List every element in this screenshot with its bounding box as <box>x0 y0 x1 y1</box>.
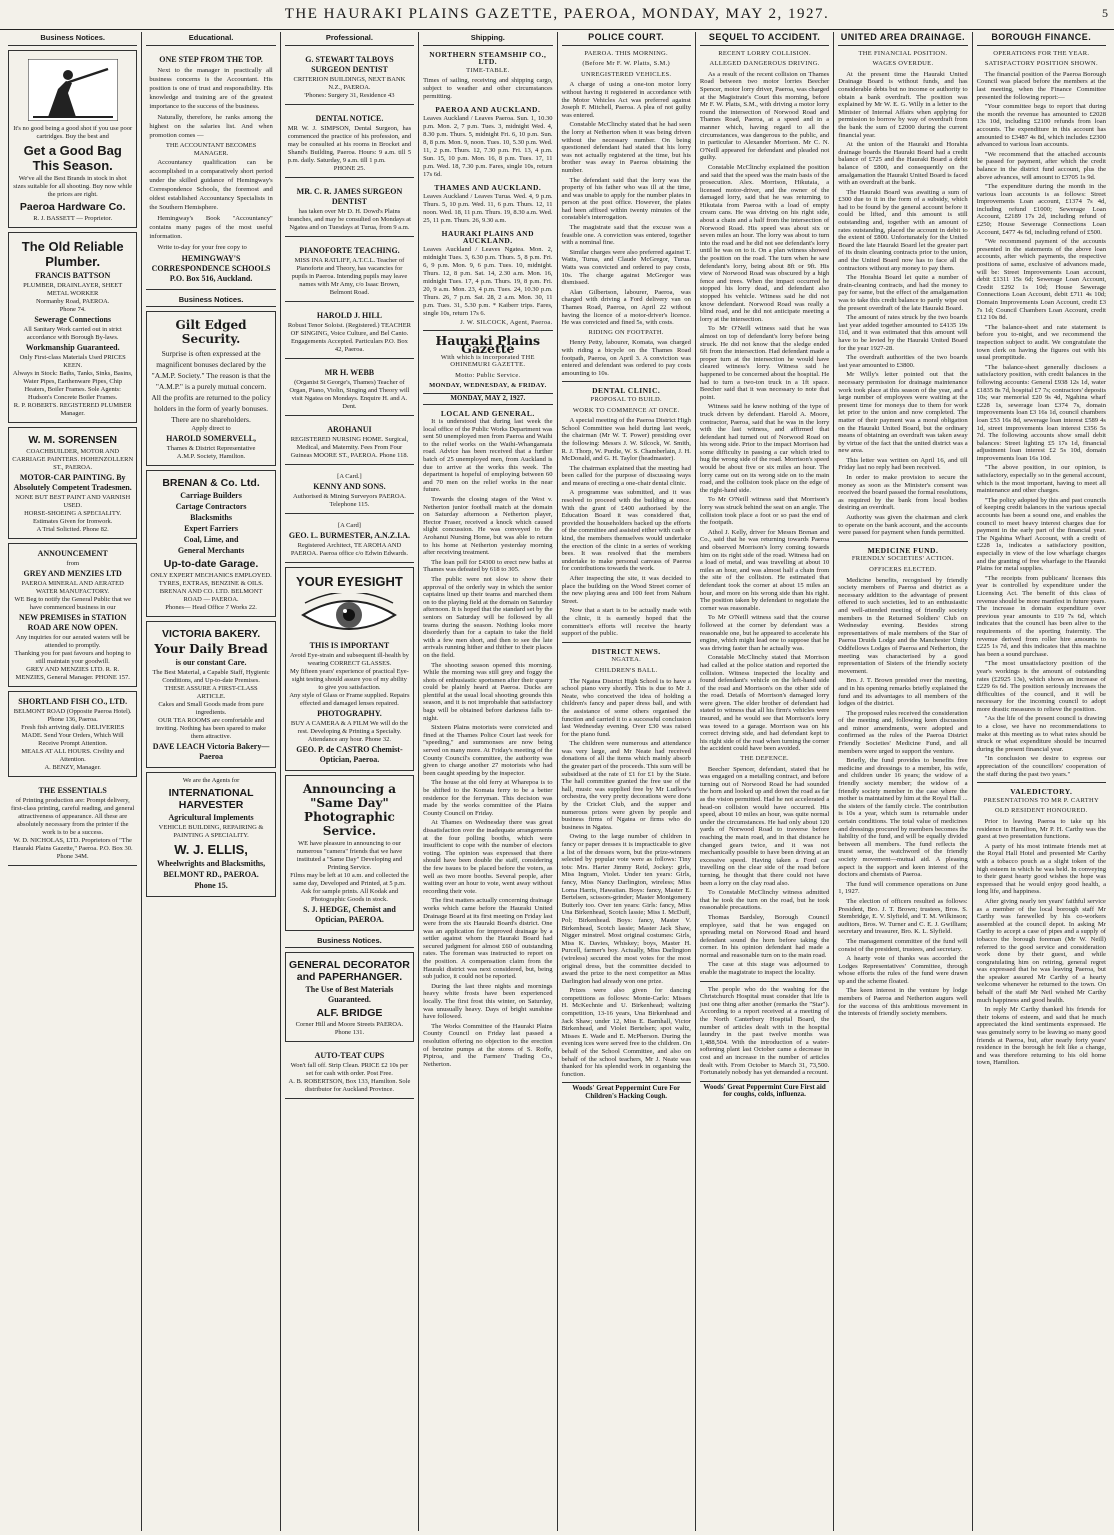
brenan-l5: Coal, Lime, and <box>183 535 239 545</box>
drainage-p8: This letter was written on April 16, and till Friday last no reply had been received. <box>838 456 968 472</box>
valedictory-p2: A party of his most intimate friends met at the Royal Hall Hotel and presented Mr Carthy with a tobacco pouch as a slight token of the high esteem in which he was held. In conveying to their guest hearty good wishes the hope was expressed that he would enjoy good health, a long life, and happiness. <box>976 842 1106 896</box>
brenan-tyres: TYRES, EXTRAS, BENZINE & OILS. <box>158 580 264 588</box>
court-p2: Constable McClinchy stated that he had seen the lorry at Netherton when it was being driven without the necessary number. On being questioned defendant had stated that his lorry was not actually registered at the time, but his brother was away in Paeroa obtaining the number. <box>561 121 691 174</box>
court-unreg: UNREGISTERED VEHICLES. <box>581 70 672 78</box>
drainage-p6: The overdraft authorities of the two boards last year amounted to £3800. <box>838 354 968 369</box>
accident-p10: To Constable McClinchy witness admitted that he took the turn on the road, but he took reasonable precautions. <box>699 889 830 912</box>
step-title: ONE STEP FROM THE TOP. <box>159 54 263 64</box>
valedictory-p1: Prior to leaving Paeroa to take up his residence in Hamilton, Mr P. H. Carthy was the guest at two presentation functions. <box>976 818 1106 841</box>
menzies-notice: WE Beg to notify the General Public that we have commenced business in our <box>14 595 131 611</box>
step-sub: THE ACCOUNTANT BECOMES MANAGER. <box>165 141 257 157</box>
district-p1: The Ngatea District High School is to have a school piano very shortly. This is due to Mr J. Neate, who conceived the idea of holding a children's fancy and paper dress ball, and with the assistance of some others organised the function and carried it to a successful conclusion last Wednesday evening. Over £30 was raised for the piano fund. <box>561 677 691 738</box>
step-p4: Hemingway's Book "Accountancy" contains many pages of the most useful information. <box>149 214 273 240</box>
column-1 <box>4 32 142 1531</box>
court-p5: Similar charges were also preferred against T. Watts, Turua, and Claude McGregor, Turua. Watts was convicted and ordered to pay costs, 10s. The charge against McGregor was dismissed. <box>561 248 691 287</box>
col7-head: UNITED AREA DRAINAGE. <box>838 32 967 46</box>
cups-head: AUTO-TEAT CUPS <box>314 1051 385 1061</box>
finance-p2: "Your committee begs to report that during the month the revenue has amounted to £2028 13s 10d, including £2100 refunds from loan accounts. The expenditure in this account has amounted to £3487 4s 8d, which includes £2300 advanced to various loan accounts. <box>976 103 1106 149</box>
drainage-sub: THE FINANCIAL POSITION. <box>858 49 948 57</box>
bridge-addr: Corner Hill and Moore Streets PAEROA. Phone 131. <box>295 1021 404 1037</box>
finance-p6: "The balance-sheet and rate statement is before you to-night, and we recommend the inspection subject to audit. We congratulate the town clerk on having the figures out with his usual promptitude. <box>976 323 1106 362</box>
step-p2: Naturally, therefore, he ranks among the highest on the salaries list. And when promotion comes — <box>149 113 273 139</box>
col1-head: Business Notices. <box>8 32 137 46</box>
page-number: 5 <box>1102 6 1108 20</box>
burmester-ad <box>285 518 414 563</box>
dental-body: MR W. J. SIMPSON, Dental Surgeon, has commenced the practice of his profession, and may be consulted at his rooms in Brocket and Shand's Building, Paeroa. Hours: 9 a.m. till 5 p.m. daily. Saturday, 9 a.m. till 1 p.m. <box>287 124 412 164</box>
clinic-p5: Now that a start is to be actually made with the clinic, it is earnestly hoped that the committee's efforts will receive the hearty support of the public. <box>561 607 691 638</box>
sorensen-trade: COACHBUILDER, MOTOR AND CARRIAGE PAINTERS. HOHENZOLLERN ST., PAEROA. <box>12 447 134 471</box>
accident-p9: Beecher Spencer, defendant, stated that he was engaged on a metalling contract, and before turning out of Norwood Road he had sounded the horn and looked up and down the road as far as the vision permitted. Had he not accelerated a head-on collision would have occurred. His speed, about 10 miles an hour, was quite normal under the circumstances. He had only about 120 yards of Norwood Road to traverse before reaching the main road, and in that distance he changed gears twice, and it was not mechanically possible to have been driving at an excessive speed. Having taken a Ford car travelling on the clear side of the road before turning, he thought that there could not have been a lorry on the clay road also. <box>699 765 830 887</box>
local-p9: The first matters actually concerning drainage works which came before the Hauraki United Drainage Board at its first meeting on Friday last were from the six Hauraki Board's district. One was an application for improved drainage by a settler against whom the Hauraki Board had secured judgment for almost £60 of outstanding rates. The foreman was instructed to report on the position. A compensation claim from the Hauraki district was next considered, but, being sub judice, it could not be reported. <box>423 897 553 981</box>
menzies-head: ANNOUNCEMENT <box>37 548 108 558</box>
menzies-sign: GREY AND MENZIES LTD. R. R. MENZIES, General Manager. PHONE 157. <box>15 665 130 681</box>
brenan-garage: Up-to-date Garage. <box>163 558 259 571</box>
guarantee-title: Workmanship Guaranteed. <box>25 342 120 352</box>
col5-head: POLICE COURT. <box>562 32 691 46</box>
court-sub2: (Before Mr F. W. Platts, S.M.) <box>582 60 670 68</box>
talboys-ad <box>285 50 414 105</box>
printing-head: THE ESSENTIALS <box>38 785 107 795</box>
hardware-headline: Get a Good Bag This Season. <box>23 142 122 173</box>
route2-body: Leaves Auckland / Leaves Turua. Wed. 4, 9 p.m. Thurs. 5, 10 p.m. Wed. 11, 6 p.m. Thurs. 12, 11 noon. Wed. 18, 11 p.m. Thurs. 19, 8.30 a.m. Wed. 25, 11 p.m. Thurs. 26, 9.30 a.m. <box>423 192 553 224</box>
amp-body: Surprise is often expressed at the magnificent bonuses declared by the "A.M.P. Society." The reason is that the "A.M.P." is a purely mutual concern. All the profits are returned to the policy holders in the form of yearly bonuses. There are no shareholders. <box>151 349 271 425</box>
fund-head: MEDICINE FUND. <box>867 545 939 555</box>
fish-manager: A. BENZY, Manager. <box>44 763 101 771</box>
finance-p11: "The most unsatisfactory position of the year's workings is the amount of outstanding rates (£2925 13s), which shows an increase of £229 6s 6d. The position seriously increases the difficulties of the council, and it will be necessary for the incoming council to adopt more drastic measures to relieve the position. <box>976 660 1106 713</box>
finance-p10: "The receipts from publicans' licenses this year is controlled by expenditure under the Licensing Act. The benefit of this class of revenue should be more manifest in future years. The increase in domain expenditure over previous year amounts to £19 7s 6d, which indicates that the council has been alive to the requirements of the sporting fraternity. The revenue derived from roller hire amounts to £225 1s 7d, and this indicates that this machine has been a sound purchase. <box>976 574 1106 658</box>
cups-body: Won't fall off. Strip Clean. PRICE £2 10s per set for cash with order. Post Free. <box>290 1062 409 1078</box>
sameday-head: Announcing a "Same Day" Photographic Service. <box>302 781 397 838</box>
brenan-ad <box>146 470 275 617</box>
hill-body: Robust Tenor Soloist. (Registered.) TEACHER OF SINGING, Voice Culture, and Bel Canto. Engagements Accepted. Particulars P.O. Box 42, Paeroa. <box>287 321 412 353</box>
amp-society: A.M.P. Society, Hamilton. <box>176 453 246 461</box>
finance-p4: "The expenditure during the month in the various loan accounts is as follows: Street Improvements Loan account, £1374 7s 4d, including refund £1000; Sewerage Loan Account, £2189 17s 2d, including refund of £250; House Sewerage Connections Loan Account, £477 4s 6d, including refund of £500. <box>976 183 1106 236</box>
col6-head: SEQUEL TO ACCIDENT. <box>700 32 829 46</box>
eyesight-important: THIS IS IMPORTANT <box>309 640 390 650</box>
amp-headline: Gilt Edged Security. <box>175 318 247 347</box>
columns <box>4 32 1110 1531</box>
valedictory-head: VALEDICTORY. <box>1010 787 1073 797</box>
cups-ad <box>285 1046 414 1099</box>
plumber-ad <box>8 232 137 423</box>
fund-p5: The fund will commence operations on June 1, 1927. <box>838 880 968 896</box>
sorensen-ad <box>8 427 137 539</box>
arohanui-body: REGISTERED NURSING HOME. Surgical, Medical, and Maternity. Fees From Four Guineas MOORE ST., PAEROA. Phone 118. <box>290 435 409 459</box>
arohanui-name: AROHANUI <box>327 424 372 434</box>
drainage-p5: The amount of rates struck by the two boards last year added together amounted to £4135 19s 11d, and it was estimated that this amount will have to be levied by the Hauraki United Board for the year 1927-28. <box>838 314 968 352</box>
local-p8: At Thames on Wednesday there was great dissatisfaction over the inadequate arrangements at the four polling booths, which were insufficient to cope with the number of electors voting. The opinion was expressed that there should have been double the staff, considering the few issues to be placed before the voters, as well as two more booths. Several people, after waiting over an hour to vote, went away without recording their vote. <box>423 819 553 895</box>
bakery-headline: Your Daily Bread <box>154 642 268 657</box>
brenan-l1: Carriage Builders <box>180 491 242 501</box>
hill-name: HAROLD J. HILL <box>316 310 382 320</box>
bakery-cakes: Cakes and Small Goods made from pure ingredients. <box>158 701 264 717</box>
sameday-body: WE have pleasure in announcing to our numerous "camera" friends that we have instituted a "Same Day" Developing and Printing Service. <box>296 839 403 871</box>
fund-p7: The management committee of the fund will consist of the president, trustees, and secretary. <box>838 937 968 953</box>
ellis-addr: BELMONT RD., PAEROA. <box>163 870 259 880</box>
gazette-days: MONDAY, WEDNESDAY, & FRIDAY. <box>429 382 547 390</box>
finance-p7: "The balance-sheet generally discloses a satisfactory position, with credit balances in the following accounts: General £938 12s 1d, water £1835 8s 7d, hospital £7 7s; contractors' deposits 10s; war memorial £20 9s 4d, Ngahina wharf £228 1s, sewerage loan £374 7s, domain improvements loan £3 16s 1d, council chambers loan £53 16s 8d, sewerage loan interest £589 4s 1d, street improvements loan interest £356 5s 7d. The following accounts show small debit balances: Street lighting £5 17s 1d, financial adjustment loan interest £2 5s 10d, domain improvements loan 16s 10d. <box>976 363 1107 462</box>
fund-sub: FRIENDLY SOCIETIES' ACTION. <box>851 555 954 563</box>
eyesight-p4: BUY A CAMERA & A FILM We will do the rest. Developing & Printing a Specialty. Attendance any hour. Phone 32. <box>290 719 408 743</box>
step-p3: Accountancy qualification can be accomplished in a comparatively short period under the skilled guidance of Hemingway's Correspondence Schools, the foremost and oldest established Accountancy Specialists in the Southern Hemisphere. <box>149 158 273 211</box>
brenan-l6: General Merchants <box>177 546 245 556</box>
menzies-thanks: Thanking you for past favours and hoping to still maintain your goodwill. <box>14 649 131 665</box>
clinic-head: DENTAL CLINIC. <box>592 386 661 396</box>
accident-p7: To Mr O'Neill witness said that the course followed at the corner by defendant was a reasonable one, but he appeared to accelerate his engine, which might lead one to suppose that he was driving faster than he actually was. <box>699 614 830 652</box>
district-sub2: CHILDREN'S BALL. <box>594 666 658 674</box>
eyesight-p3: Any style of Glass or Frame supplied. Repairs effected and damaged lenses repaired. <box>289 691 410 707</box>
clinic-sub: PROPOSAL TO BUILD. <box>590 395 662 403</box>
piano-body: MISS INA RATLIFF, A.T.C.L. Teacher of Pianoforte and Theory, has vacancies for pupils in Paeroa. Intending pupils may leave names with Mr Amy, c/o Isaac Brown, Belmont Road. <box>291 256 408 296</box>
col3-head: Professional. <box>285 32 414 46</box>
sorensen-name: W. M. SORENSEN <box>28 433 118 446</box>
finance-sub2: SATISFACTORY POSITION SHOWN. <box>984 60 1098 68</box>
arohanui-ad <box>285 420 414 465</box>
valedictory-sub: PRESENTATIONS TO MR P. CARTHY <box>983 796 1099 804</box>
menzies-ad <box>8 543 137 687</box>
sameday-films: Films may be left at 10 a.m. and collected the same day, Developed and Printed, at 5 p.m. <box>290 871 409 887</box>
col2-head: Educational. <box>146 32 275 46</box>
bakery-body: The Best Material, a Capable Staff, Hygienic Conditions, and Up-to-date Premises. <box>152 669 270 685</box>
brenan-name: BRENAN & Co. Ltd. <box>162 477 260 490</box>
hardware-prop: R. J. BASSETT — Proprietor. <box>33 214 113 222</box>
amp-apply: Apply direct to <box>191 425 231 433</box>
dental-phone: PHONE 25. <box>333 164 366 172</box>
plumber-headline: The Old Reliable Plumber. <box>21 238 124 269</box>
clinic-p4: After inspecting the site, it was decided to place the building on the Wood Street corner of the new playing area and 100 feet from Nahum Street. <box>561 575 691 605</box>
gazette-date: MONDAY, MAY 2, 1927. <box>423 393 552 405</box>
plumber-stock: Always in Stock: Baths, Tanks, Sinks, Basins, Water Pipes, Earthenware Pipes, Chip Heaters, Boiler Frames. Sole Agents: Hudson's Concrete Boiler Frames. <box>12 369 133 401</box>
eyesight-photo: PHOTOGRAPHY. <box>317 708 382 718</box>
finance-p9: "The policy adopted by this and past councils of keeping credit balances in the various special accounts has been a sound one, and enables the council to meet heavy interest charges due for payment in the early part of the financial year. The Ngahina Wharf Account, with a credit of £228 1s, indicates a satisfactory position, especially in view of the low wharfage charges and the granting of free wharfage to the Hauraki Plains for metal supplies. <box>976 496 1106 573</box>
accident-p3: To Mr O'Neill witness said that he was almost on top of defendant's lorry before being struck. He did not know that the sledge ended 6ft from the intersection. Had defendant made a proper turn at the intersection he would have cleared witness's lorry. Witness said he happened to be concerned about the hospital. He had to turn a two-ton truck in a 1ft space. Beecher said that it was necessary to note that point. <box>699 325 830 401</box>
brenan-l3: Blacksmiths <box>190 513 232 523</box>
fund-p2: Bro. J. T. Brown presided over the meeting, and in his opening remarks briefly explained the fund and its advantages to all members of the lodges of the district. <box>838 677 968 708</box>
local-p5: The shooting season opened this morning. While the morning was still grey and foggy the shots of enthusiastic sportsmen after their quarry could be plainly heard at Paeroa. Ducks are plentiful at the usual local shooting grounds this season, and it is not improbable that satisfactory bags will be obtained before darkness falls to-night. <box>423 661 553 722</box>
route3-title: HAURAKI PLAINS AND AUCKLAND. <box>441 228 534 246</box>
talboys-phone: 'Phones: Surgery 31, Residence 43 <box>304 91 395 99</box>
fish-body: Fresh fish arriving daily. DELIVERIES MADE. Send Your Orders, Which Will Receive Prompt Attention. <box>21 723 125 747</box>
laundry-p13: The people who do the washing for the Christchurch Hospital must consider that life is just one thing after another (remarks the "Star"). According to a report received at a meeting of the North Canterbury Hospital Board, the number of articles dealt with in the hospital laundry in the past twelve months was 1,488,504. With the introduction of a water-softening plant last October came a decrease in cost and an increase in the number of articles dealt with. From October to March 31, 73,500. Fortunately nobody has yet demanded a recount. <box>699 985 830 1077</box>
amp-ad <box>146 311 275 466</box>
route1-body: Leaves Auckland / Leaves Paeroa. Sun. 1, 10.30 p.m. Mon. 2, 7 p.m. Tues. 3, midnight Wed. 4, 8.30 p.m. Thurs. 5, midnight Fri. 6, 10 p.m. Sun. 8, 8 p.m. Mon. 9, noon. Tues. 10, 5.30 p.m. Wed. 11, 2 p.m. Thurs. 12, 7.30 p.m. Fri. 13, 4 p.m. Sun. 15, 10 p.m. Mon. 16, 8 p.m. Tues. 17, 11 p.m. Wed. 18, 7.30 p.m. Fares, single 10s, return 17s 6d. <box>423 114 553 178</box>
col3-biz-head: Business Notices. <box>285 935 414 949</box>
drainage-p9: In order to make provision to secure the money as soon as the Minister's consent was received the board passed the formal resolutions, as required by the bank from local bodies desiring an overdraft. <box>838 474 968 512</box>
talboys-addr: CRITERION BUILDINGS, NEXT BANK N.Z., PAEROA. <box>293 75 406 91</box>
fish-meals: MEALS AT ALL HOURS. Civility and Attention. <box>21 747 124 763</box>
local-head: LOCAL AND GENERAL. <box>440 408 535 418</box>
james-ad <box>285 182 414 237</box>
local-p1: It is understood that during last week the local office of the Public Works Department was sent 50 unemployed men from Paeroa and Waihi to the relief works on the Waihi-Whangamata road. Advice has been received that a further batch of 25 unemployed men, from Auckland is due to arrive at the works this week. The department is hopeful of employing between 60 and 70 men on the relief works in the near future. <box>423 418 553 494</box>
sorensen-horse: HORSE-SHOEING A SPECIALITY. <box>24 509 122 517</box>
masthead-title: THE HAURAKI PLAINS GAZETTE, PAEROA, MONDAY, MAY 2, 1927. <box>284 6 830 22</box>
brenan-mech: ONLY EXPERT MECHANICS EMPLOYED. <box>150 572 272 580</box>
dental-head: DENTAL NOTICE. <box>315 113 384 123</box>
plumber-address: Normanby Road, PAEROA. <box>35 297 110 305</box>
hemingway-ad <box>146 50 275 290</box>
sameday-ask: Ask for sample prints. All Kodak and Photographic Goods in stock. <box>300 887 399 903</box>
sorensen-paint: NONE BUT BEST PAINT AND VARNISH USED. <box>15 493 131 509</box>
webb-ad <box>285 363 414 416</box>
sorensen-painting: MOTOR-CAR PAINTING. By Absolutely Competent Tradesmen. <box>13 472 132 492</box>
drainage-p7: Mr Willy's letter pointed out that the necessary permission for drainage maintenance work took place at this season of the year, and a large number of employees were waiting at the present time for moneys due to them for work let prior to the union and now completed. The matter of their payment was a moral obligation on the Hauraki United Board, but the ordinary means of obtaining an overdraft was taken away by virtue of the fact that the united district was a new area. <box>838 371 968 455</box>
accident-p8: Constable McClinchy stated that Morrison had called at the police station and reported the collision. Witness inspected the locality and found defendant's vehicle on the left-hand side of the road and Morrison's on the other side of the road. Details of Morrison's damaged lorry were given. The elder brother of defendant had stated to witness that all his firm's vehicles were insured, and he would see that Morrison's lorry was towed to a garage. Morrison was on his correct driving side, and had defendant kept to his right side of the road when turning the corner the accident could have been avoided. <box>699 654 830 753</box>
column-7 <box>834 32 972 1531</box>
col8-head: BOROUGH FINANCE. <box>977 32 1106 46</box>
sameday-ad <box>285 775 414 931</box>
harvester-impl: Agricultural Implements <box>168 813 254 823</box>
ellis-trade: Wheelwrights and Blacksmiths, <box>156 859 266 869</box>
piano-head: PIANOFORTE TEACHING. <box>299 245 400 255</box>
sewerage-body: All Sanitary Work carried out in strict accordance with Borough By-laws. <box>23 325 122 341</box>
brenan-phones: Phones— Head Office 7 Works 22. <box>165 604 257 612</box>
eyesight-p1: Avoid Eye-strain and subsequent ill-health by wearing CORRECT GLASSES. <box>290 651 409 667</box>
bakery-tea: OUR TEA ROOMS are comfortable and inviting. Nothing has been spared to make them attractive. <box>156 717 267 741</box>
bakery-ad <box>146 621 275 768</box>
james-name: MR. C. R. JAMES SURGEON DENTIST <box>296 186 403 206</box>
finance-p5: "We recommend payment of the accounts presented in the statements of the above loan accounts, after which payments, the respective positions of same, exclusive of advances made, will be: Street Improvements Loan account, debit £1311 15s 6d; Sewerage Loan Account, Credit £292 1s 10d; House Sewerage Connections Loan Account, debit £711 4s 10d; Domain Improvements Loan Account, credit £3 7s 1d; Council Chambers Loan Account, credit £12 10s 8d. <box>976 238 1106 322</box>
talboys-name: G. STEWART TALBOYS SURGEON DENTIST <box>305 54 394 74</box>
ellis-name: W. J. ELLIS, <box>174 842 248 858</box>
fish-name: SHORTLAND FISH CO., LTD. <box>18 696 128 706</box>
kenny-tag: [A Card.] <box>337 472 362 480</box>
court-sub: PAEROA. THIS MORNING. <box>584 49 668 57</box>
sorensen-estimates: Estimates Given for Ironwork. <box>32 517 113 525</box>
route1-title: PAEROA AND AUCKLAND. <box>435 105 541 115</box>
sorensen-trial: A Trial Solicited. Phone 82. <box>36 525 109 533</box>
column-8 <box>973 32 1110 1531</box>
fund-p1: Medicine benefits, recognised by friendly society members of Paeroa and district as a necessary addition to the advantage of present offered to such societies, led to an enthusiastic and well-attended meeting of friendly society members in the Returned Soldiers' Club on Wednesday evening. Besides strong representatives of male members of the Star of Paeroa Druids Lodge and the Manchester Unity Oddfellows Lodges of Paeroa and Netherton, the meeting was characterised by a good representation of Sisters of the friendly society movement. <box>838 576 968 675</box>
finance-p3: "We recommend that the attached accounts be passed for payment, after which the credit balance in the district fund account, plus the above advances, will amount to £3705 1s 9d. <box>976 150 1106 181</box>
kenny-ad <box>285 469 414 514</box>
clinic-sub2: WORK TO COMMENCE AT ONCE. <box>572 406 680 414</box>
local-p7: The house at the old ferry at Wharepoa is to be shifted to the Komata ferry to be a better residence for the ferryman. This decision was made by the works committee of the Plains County Council on Friday. <box>423 779 553 817</box>
accident-defence: THE DEFENCE. <box>740 755 789 763</box>
bakery-name: VICTORIA BAKERY. <box>161 628 261 641</box>
printing-sign: W. D. NICHOLAS, LTD. Proprietors of "The Hauraki Plains Gazette," Paeroa. P.O. Box 30. Phone 34M. <box>12 836 133 860</box>
shipping-company: NORTHERN STEAMSHIP CO., LTD. <box>429 49 547 67</box>
hunter-icon <box>12 59 133 121</box>
clinic-p2: The chairman explained that the meeting had been called for the purpose of discussing ways and means of erecting a one-chair dental clinic. <box>561 464 691 487</box>
dental-notice <box>285 109 414 178</box>
harvester-ad <box>146 772 275 897</box>
accident-p12: The case at this stage was adjourned to enable the magistrate to inspect the locality. <box>699 961 830 977</box>
accident-sub2: ALLEGED DANGEROUS DRIVING. <box>709 60 820 68</box>
eye-icon <box>289 593 410 637</box>
webb-name: MR H. WEBB <box>324 367 375 377</box>
plumber-phone: Phone 74. <box>59 305 86 313</box>
valedictory-sub2: OLD RESIDENT HONOURED. <box>995 807 1088 815</box>
district-p4: Prizes were also given for dancing competitions as follows: Monte-Carlo: Misses H. McKechnie and U. Birkenhead; waltzing competition, 13-16 years, Una Birkenhead and Jack Shaw; under 12, Miss E. Barnhall, Victor Birkenhead, and Violet Bertelsen; spot waltz, Misses E. Wade and E. McPherson. During the evening ices were served free to the children. On behalf of the School Committee, and also on behalf of the school teachers, Mr J. Neate was thanked for his splendid work in organising the function. <box>561 987 691 1078</box>
accident-p6: Athol J. Kelly, driver for Messrs Brenan and Co., said that he was returning towards Paeroa and observed Morrison's lorry coming towards him on its right side of the road. Witness had on a load of metal, and was travelling at about 10 miles an hour, and was almost half a chain from the site of the collision. He estimated that defendant took the corner at about 15 miles an hour, and more on his wrong side than his right. The position taken by defendant to negotiate the corner was reasonable. <box>699 528 830 612</box>
bakery-sign: DAVE LEACH Victoria Bakery—Paeroa <box>152 742 270 762</box>
local-p3: The loan poll for £4300 to erect new baths at Thames was defeated by 618 to 305. <box>423 558 553 574</box>
district-head: DISTRICT NEWS. <box>591 646 661 656</box>
bakery-assure: THESE ASSURE A FIRST-CLASS ARTICLE. <box>164 685 258 701</box>
drainage-p10: Authority was given the chairman and clerk to operate on the bank account, and the accounts were passed for payment when funds permitted. <box>838 514 968 537</box>
peppermint-ad-1: Woods' Great Peppermint Cure For Children's Hacking Cough. <box>562 1082 691 1100</box>
district-sub: NGATEA. <box>611 656 642 664</box>
bridge-head: GENERAL DECORATOR and PAPERHANGER. <box>289 959 410 984</box>
kenny-name: KENNY AND SONS. <box>313 481 386 491</box>
menzies-name: GREY AND MENZIES LTD <box>23 568 122 578</box>
eyesight-ad <box>285 567 414 771</box>
fund-p9: The keen interest in the venture by lodge members of Paeroa and Netherton augurs well for the success of this ambitious movement in the interests of friendly society members. <box>838 987 968 1018</box>
step-sign: HEMINGWAY'S CORRESPONDENCE SCHOOLS P.O. Box 516, Auckland. <box>151 253 271 283</box>
masthead <box>0 0 1114 30</box>
sameday-sign: S. J. HEDGE, Chemist and Optician, PAEROA. <box>303 904 396 924</box>
fund-sub2: OFFICERS ELECTED. <box>869 566 937 573</box>
court-p4: The magistrate said that the excuse was a feasible one. A conviction was entered, together with a nominal fine. <box>561 224 691 247</box>
court-p7: Henry Petty, labourer, Komata, was charged with riding a bicycle on the Thames Road footpath, Paeroa, on April 3. A conviction was entered and defendant was ordered to pay costs amounting to 10s. <box>561 339 691 377</box>
accident-p2: Constable McClinchy explained the position and said that the speed was the main basis of the prosecution. Alex. Morrison, Hikutaia, a licensed motor-driver, and the owner of the damaged lorry, said that he was returning to Hikutaia from Paeroa with a load of empty cream cans. He was driving on his right side, about a chain and a half from the intersection of Norwood Road. His speed was about six or seven miles an hour. The lorry was about to turn into the road and he did not see defendant's lorry until he was on to it. On a plan witness showed the position on the road. The turn when he saw defendant's lorry, being about 8ft or 9ft. His view of Norwood Road was obscured by a high fence and trees. When the impact occurred he stopped his lorry dead, and defendant also stopped his vehicle. Witness said he did not know defendant. Norwood Road was really a blind road, and he did not anticipate meeting a lorry at the intersection. <box>699 163 830 323</box>
piano-ad <box>285 241 414 302</box>
bakery-sub: is our constant Care. <box>175 658 247 668</box>
kenny-body: Authorised & Mining Surveyors PAEROA. Telephone 115. <box>292 492 406 508</box>
shipping-note: Times of sailing, receiving and shipping cargo, subject to weather and other circumstances permitting. <box>423 77 553 101</box>
ellis-phone: Phone 15. <box>194 881 228 891</box>
finance-sub: OPERATIONS FOR THE YEAR. <box>993 49 1090 57</box>
accident-p4: Witness said he knew nothing of the type of truck driven by defendant. Harold A. Moore, contractor, Paeroa, said that he was in the lorry with the last witness, and affirmed that defendant had turned out of Norwood Road on his wrong side. Prior to the impact Morrison had some difficulty in passing a car which tried to hug the wrong side of the road. Morrison's speed would be about five or six miles an hour. The lorry came out on its wrong side on to the main road, and the collision took place on the edge of the right-hand side. <box>699 403 830 494</box>
hill-ad <box>285 306 414 359</box>
menzies-product: PAEROA MINERAL AND AERATED WATER MANUFACTORY. <box>21 579 124 595</box>
james-body: has taken over Mr D. H. Dowd's Plains branches, and may be consulted on Mondays at Ngatea and on Tuesdays at Turua, from 9 a.m. <box>287 207 411 231</box>
plumber-name: FRANCIS BATTSON <box>35 270 111 280</box>
fish-address: BELMONT ROAD (Opposite Paeroa Hotel). Phone 136, Paeroa. <box>13 707 132 723</box>
column-4 <box>419 32 557 1531</box>
gazette-incorp: With which is incorporated THE OHINEMURI GAZETTE. <box>440 353 535 369</box>
amp-role: Thames & District Representative <box>166 445 256 453</box>
hardware-body: We've all the Best Brands in stock in shot sizes suitable for all shooting. Buy now while the prices are right. <box>13 174 133 198</box>
plumber-trades: PLUMBER, DRAINLAYER, SHEET METAL WORKER <box>23 281 123 297</box>
gazette-title: Hauraki Plains Gazette <box>435 333 541 356</box>
brenan-l4: Expert Farriers <box>184 524 239 534</box>
step-p1: Next to the manager in practically all business concerns is the Accountant. His position is one of trust and responsibility. His knowledge and training are of the greatest importance to the success of the business. <box>149 66 273 110</box>
drainage-sub2: WAGES OVERDUE. <box>872 60 934 68</box>
drainage-p4: The Horahia Board let quite a number of drain-cleaning contracts, and had the money to pay for same, but the effect of the amalgamation was to take this credit balance to partly wipe out the present overdraft of the late Hauraki Board. <box>838 274 968 312</box>
local-p11: The Works Committee of the Hauraki Plains County Council on Friday last passed a resolution offering no objection to the erection of benzine pumps at the stores of S. Roffe, Pipiroa, and the Farmers' Trading Co., Netherton. <box>423 1022 553 1068</box>
column-6 <box>696 32 834 1531</box>
clinic-p3: A programme was submitted, and it was resolved to proceed with the building at once. With the grant of £400 authorised by the Education Board it was considered that, provided the householders backed up the efforts of the committee and assisted either with cash or kind, the members themselves would undertake the erection of the clinic in a series of working bees. It was resolved that the members undertake to make personal canvass of Paeroa for contributions towards the work. <box>561 489 691 573</box>
shipping-agent: J. W. SILCOCK, Agent, Paeroa. <box>460 318 553 326</box>
local-p6: Sixteen Plains motorists were convicted and fined at the Thames Police Court last week for "speeding," and summonses are now being served on many more. At Friday's meeting of the County Council's committee, the authority was given to charge another 27 motorists who had been caught speeding by the inspector. <box>423 724 553 777</box>
step-p5: Write to-day for your free copy to <box>157 243 247 251</box>
hardware-name: Paeroa Hardware Co. <box>19 200 126 213</box>
drainage-p2: At the union of the Hauraki and Horahia drainage boards the Hauraki Board had a credit balance of £725 and the Hauraki Board a debit balance of £800, and consequently on the amalgamation the Hauraki United Board is faced with an overdraft at the bank. <box>838 141 968 187</box>
bridge-use: The Use of Best Materials Guaranteed. <box>305 985 394 1005</box>
eyesight-sign: GEO. P. de CASTRO Chemist-Optician, Paeroa. <box>296 744 403 764</box>
gazette-motto: Motto: Public Service. <box>455 371 521 379</box>
fund-p8: A hearty vote of thanks was accorded the Lodges Representatives' Committee, through whose efforts the rules of the fund were drawn up and the scheme floated. <box>838 955 968 985</box>
local-p4: The public were not slow to show their approval of the orderly way in which the senior captains lined up their teams and marched them on to the playing field at the domain on Saturday afternoon. It is hoped that the standard set by the seniors on Saturday will be followed by all teams during the season. Nothing looks more disorderly than for a captain to take the field with a few men short, and then to see the late arrivals running hither and thither to their places on the field. <box>423 575 553 659</box>
local-p2: Towards the closing stages of the West v. Netherton junior football match at the domain on Saturday afternoon a Netherton player, Hector Fraser, received a knock which caused slight concussion. He was conveyed to the Arohanui Nursing Home, but was able to return to his home at Netherton yesterday morning after receiving treatment. <box>423 496 553 557</box>
cups-sign: A. B. ROBERTSON, Box 133, Hamilton. Sole distributor for Auckland Province. <box>288 1078 411 1094</box>
brenan-addr: BRENAN AND CO. LTD. BELMONT ROAD — PAEROA. <box>159 588 263 604</box>
plumber-manager: R. P. ROBERTS. REGISTERED PLUMBER Manager. <box>13 401 132 417</box>
route3-body: Leaves Auckland / Leaves Ngatea. Mon. 2, midnight Tues. 3, 6.30 p.m. Thurs. 5, 8 p.m. Fri. 6, 9 p.m. Mon. 9, 6 p.m. Tues. 10, midnight. Thurs. 12, 8 p.m. Sat. 14, 2.30 a.m. Mon. 16, midnight Tues. 17, 4 p.m. Thurs. 19, 8 p.m. Fri. 20, 9 a.m. Mon. 23, 4 p.m. Tues. 24, 10.30 p.m. Thurs. 26, 7 p.m. Sat. 28, 2 a.m. Mon. 30, 11 p.m. Tues. 31, 5.30 p.m. * Kaiberr trips. Fares, single 10s, return 17s 6. <box>423 245 553 317</box>
brenan-l2: Cartage Contractors <box>175 502 247 512</box>
printing-body: of Printing production are: Prompt delivery, first-class printing, careful reading, and general attractiveness of appearance. All these are absolutely necessary from the printer if the work is to be a success. <box>11 796 135 836</box>
burmester-name: GEO. L. BURMESTER, A.N.Z.I.A. <box>288 530 410 540</box>
valedictory-p4: In reply Mr Carthy thanked his friends for their tokens of esteem, and said that he much appreciated the kind sentiments expressed. He was genuinely sorry to be leaving so many good friends at Paeroa, but, after nearly forty years' residence in the borough he felt like a change, and was therefore returning to his old home town, Hamilton. <box>976 1006 1106 1067</box>
shipping-timetable: TIME-TABLE. <box>466 66 510 74</box>
bridge-name: ALF. BRIDGE <box>316 1007 383 1020</box>
bridge-ad <box>285 952 414 1042</box>
amp-name: HAROLD SOMERVELL, <box>166 434 257 444</box>
column-5 <box>558 32 696 1531</box>
webb-body: (Organist St George's, Thames) Teacher of Organ, Piano, Violin, Singing and Theory will visit Ngatea on Mondays. Enquire H. and A. Dent. <box>289 378 410 410</box>
burmester-tag: [A Card] <box>337 521 361 529</box>
clinic-p1: A special meeting of the Paeroa District High School Committee was held during last week, the chairman (Mr W. T. Power) presiding over the following: Messrs J. W. Silcock, W. Smith, R. J. Thorp, W. Purdie, W. S. Chamberlain, J. H. McDonald, and G. H. Taylor (headmaster). <box>561 417 691 463</box>
hardware-ad <box>8 50 137 228</box>
burmester-body: Registered Architect, TE AROHA AND PAEROA. Paeroa office c/o Edwin Edwards. <box>290 541 409 557</box>
fund-p6: The election of officers resulted as follows: President, Bro. J. T. Brown; trustees, Bros. S. Stembridge, E. V. Slyfield, and T. M. Wilkinson; auditors, Bros. W. Turner and C. E. J. Gwilliam; secretary and treasurer, Bro. K. L. Slyfield. <box>838 897 968 936</box>
district-p2: The children were numerous and attendance was very large, and Mr Neate had received donations of all the items which mainly absorb the greater part of the proceeds. This sum will be subsidised at the rate of £1 for £1 by the State. The hall committee granted the free use of the hall, music was supplied free by Mr Ludlow's orchestra, the very pretty decorations were done by the Cricket Club, and the supper and numerous prizes were given by people and business firms of Ngatea or firms who do business in Ngatea. <box>561 740 691 831</box>
fund-p3: The proposed rules received the consideration of the meeting and, following keen discussion and minor amendments, were adopted and confirmed as the rules of the Paeroa District Friendly Societies' Medicine Fund, and all members were urged to support the venture. <box>838 709 968 755</box>
eyesight-p2: My fifteen years' experience of practical Eye-sight testing should assure you of my ability to give you satisfaction. <box>290 667 409 691</box>
menzies-inquiries: Any inquiries for our aerated waters will be attended to promptly. <box>15 633 130 649</box>
finance-p8: "The above position, in our opinion, is satisfactory, especially so in the general account, which is the most important, having to meet all maintenance and other charges. <box>976 464 1106 495</box>
fund-p4: Briefly, the fund provides to benefits free medicine and dressings to a member, his wife, and children under 16 years; the widow of a friendly society member; the widow of a friendly society member in the case where the mother is maintained by him at the Royal Hall ... the sisters of the family circle. The contribution is 10s a year, which sum is returnable under certain conditions. The total value of medicines and dressings procured by members becomes the liability of the fund, and will be equally divided between all members. The fund reflects the truest sense, the watchword of the friendly society movement—mutual aid. A pleasing aspect is the support and keen interest of the doctors and chemists of Paeroa. <box>838 757 968 879</box>
harvester-repair: VEHICLE BUILDING, REPAIRING & PAINTING A SPECIALITY. <box>158 824 264 840</box>
sewerage-title: Sewerage Connections <box>34 314 112 324</box>
harvester-agents: We are the Agents for <box>182 777 240 785</box>
column-2 <box>142 32 280 1531</box>
court-footpath: RIDING ON FOOTPATH. <box>588 328 664 336</box>
eyesight-head: YOUR EYESIGHT <box>295 573 403 589</box>
district-p3: Owing to the large number of children in fancy or paper dresses it is impracticable to give a list of the dresses worn, but the prize-winners selected by popular vote were as follows: Tiny tots: Mrs. Harter Jimmy Reid, Jockey: girls, Miss Ingram, Violet. Under ten years: Girls, fancy, Miss Nancy Darlington, wireless; Miss Lorna Harris, Hawaiian. Boys: fancy, Master E. Bertelsen, scissors-grinder; Master Montgomery Butterly too. Over ten years: Girls: fancy, Miss Una Birkenhead, Scotch lassie; Miss I. McDuff, Pol; Birkenhead. Boys: fancy, Master V. Birkenhead, Scotch lassie; Master Jack Shaw, Nigger minstrel. Most original costumes: Girls, Miss K. Davies, Whiskey; boys, Master H. Purcell, farmer's boy. Actually, Miss Darlington (wireless) secured the most votes for the most original dress, but the committee decided to award the prize to the next competitor as Miss Darlington had already won one prize. <box>561 833 691 985</box>
accident-sub: RECENT LORRY COLLISION. <box>718 49 811 57</box>
drainage-p1: At the present time the Hauraki United Drainage Board is without funds, and has considerable debts but no income or authority to obtain a bank overdraft. The position was explained by Mr W. E. G. Willy in a letter to the Minister of Internal Affairs when applying for permission to borrow by way of overdraft from the bank the sum of £2000 during the current financial year. <box>838 70 968 139</box>
local-p10: During the last three nights and mornings heavy white frosts have been experienced locally. The first frost this winter, on Saturday, was unusually heavy. Days of bright sunshine have followed. <box>423 982 553 1021</box>
court-p3: The defendant said that the lorry was the property of his father who was ill at the time, and was unable to apply for the number plates in person at the post office. However, the plates had been affixed within twenty minutes of the constable's interrogation. <box>561 176 691 222</box>
accident-p1: As a result of the recent collision on Thames Road between two motor lorries Beecher Spencer, motor lorry driver, Paeroa, was charged at the Magistrate's Court this morning, before Mr F. W. Platts, S.M., with driving a motor lorry round the intersection of Norwood Road and Thames Road, Paeroa, at a speed and in a manner which, having regard to all the circumstances, was dangerous to the public, and in particular to Alexander Morrison. Mr C. N. O'Neill appeared for defendant and pleaded not guilty. <box>699 70 830 162</box>
guarantee-body: Only First-class Materials Used PRICES KEEN. <box>19 353 126 369</box>
col4-head: Shipping. <box>423 32 552 46</box>
col2-biz-head: Business Notices. <box>146 294 275 308</box>
fish-ad <box>8 691 137 777</box>
drainage-p3: The Hauraki Board was awaiting a sum of £300 due to it in the form of a subsidy, which had to be found by the general account before it could be lifted, and this amount is still outstanding and, together with an amount of rates outstanding, placed the account in debit to the extent of £800. Unfortunately for the United Board the late Hauraki Board let the greater part of its drain cleaning contracts prior to the union, and the United Board now has to face all the contractors without any money to pay them. <box>838 188 968 272</box>
harvester-name: INTERNATIONAL HARVESTER <box>168 787 254 812</box>
peppermint-ad-2: Woods' Great Peppermint Cure First aid for coughs, colds, influenza. <box>700 1081 829 1099</box>
column-3 <box>281 32 419 1531</box>
menzies-premises: NEW PREMISES in STATION ROAD ARE NOW OPEN. <box>19 612 127 632</box>
finance-p1: The financial position of the Paeroa Borough Council was placed before the members at the last meeting, when the Finance Committee presented the following report:— <box>976 70 1106 101</box>
accident-p11: Thomas Bardsley, Borough Council employee, said that he was engaged on spreading metal on Norwood Road and heard defendant sound the horn before taking the corner. In his opinion defendant had made a normal and reasonable turn on to the main road. <box>699 913 830 959</box>
valedictory-p3: After giving nearly ten years' faithful service as a member of the local borough staff Mr Carthy was farewelled by his co-workers assembled at the council depot. In asking Mr Carthy to accept a case of pipes and a supply of tobacco the borough foreman (Mr W. Neill) referred to the good service and consideration work done by their guest, and while congratulating him on retiring, general regret was expressed that he was leaving Paeroa, but the speaker assured Mr Carthy of a hearty welcome whenever he returned to the town. On behalf of the staff Mr Neil wished Mr Carthy much happiness and good health. <box>976 897 1106 1004</box>
court-p1: A charge of using a one-ton motor lorry without having it registered in accordance with the Motor Vehicles Act was preferred against Joseph F. Mitchell, Paeroa. A plea of not guilty was entered. <box>561 81 691 119</box>
court-p6: Alan Gilbertson, labourer, Paeroa, was charged with driving a Ford delivery van on Thames Road, Paeroa, on April 22 without having the licence of a motor-driver's licence. He was convicted and fined 5s, with costs. <box>561 288 691 327</box>
accident-p5: To Mr O'Neill witness said that Morrison's lorry was struck behind the seat on an angle. The collision took place a foot or so past the end of the footpath. <box>699 496 830 527</box>
finance-p12: "As the life of the present council is drawing to a close, we have no recommendations to make at this meeting as to what rates should be struck or what expenditure should be incurred during the present financial year. <box>976 715 1106 753</box>
printing-ad <box>8 781 137 866</box>
finance-p13: "In conclusion we desire to express our appreciation of the councillors' cooperation of the staff during the past two years." <box>976 755 1106 778</box>
menzies-from: from <box>66 559 79 567</box>
route2-title: THAMES AND AUCKLAND. <box>434 182 542 192</box>
hardware-tag: It's no good being a good shot if you use poor cartridges. Buy the best and <box>13 124 133 140</box>
